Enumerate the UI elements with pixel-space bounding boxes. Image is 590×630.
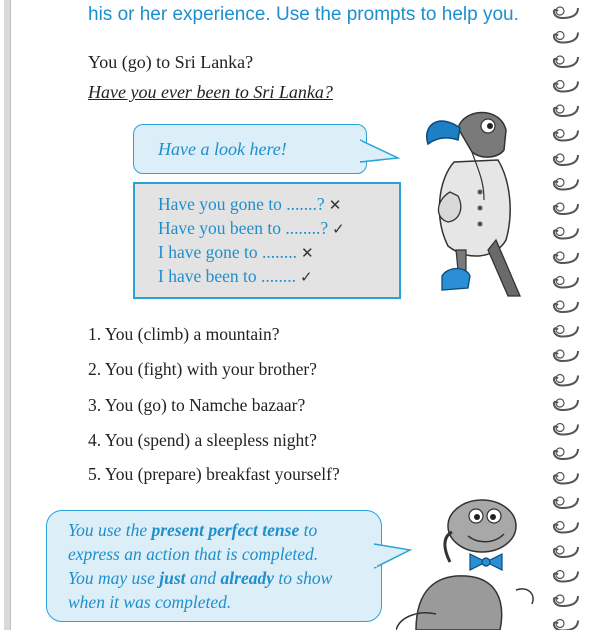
spiral-ring	[554, 546, 578, 557]
spiral-ring	[554, 32, 578, 43]
tip-bubble-text: Have a look here!	[158, 139, 287, 159]
exercise-item: 1. You (climb) a mountain?	[88, 324, 280, 344]
spiral-ring	[554, 154, 578, 165]
note-line: You may use just and already to show	[68, 568, 333, 588]
check-icon: ✓	[332, 220, 345, 238]
spiral-ring	[554, 375, 578, 386]
tip-bubble	[133, 124, 367, 174]
grammar-box	[133, 182, 401, 299]
parrot-illustration	[408, 100, 548, 310]
spiral-ring	[554, 595, 578, 606]
spiral-binding	[548, 0, 590, 630]
tip-bubble-tail	[360, 138, 400, 168]
exercise-item: 2. You (fight) with your brother?	[88, 359, 317, 379]
cross-icon: ✕	[328, 196, 342, 214]
spiral-ring	[554, 497, 578, 508]
grammar-note-bubble	[46, 510, 382, 622]
spiral-ring	[554, 448, 578, 459]
grammar-line: I have gone to ........ ✕	[158, 242, 314, 262]
instruction-text: his or her experience. Use the prompts to help you.	[88, 4, 519, 25]
grammar-line: I have been to ........ ✓	[158, 266, 313, 286]
spiral-ring	[554, 203, 578, 214]
spiral-ring	[554, 399, 578, 410]
spiral-ring	[554, 571, 578, 582]
spiral-ring	[554, 350, 578, 361]
spiral-ring	[554, 7, 578, 18]
example-answer: Have you ever been to Sri Lanka?	[88, 82, 333, 102]
keyword: present perfect tense	[151, 520, 300, 540]
exercise-item: 5. You (prepare) breakfast yourself?	[88, 464, 340, 484]
spiral-ring	[554, 522, 578, 533]
spiral-ring	[554, 228, 578, 239]
note-line: You use the present perfect tense to	[68, 520, 318, 540]
spiral-ring	[554, 326, 578, 337]
cross-icon: ✕	[301, 244, 314, 262]
example-question: You (go) to Sri Lanka?	[88, 52, 254, 72]
spiral-ring	[554, 179, 578, 190]
spiral-ring	[554, 301, 578, 312]
spiral-ring	[554, 252, 578, 263]
note-line: when it was completed.	[68, 592, 232, 612]
spiral-ring	[554, 105, 578, 116]
note-line: express an action that is completed.	[68, 544, 319, 564]
spiral-ring	[554, 277, 578, 288]
spiral-ring	[554, 473, 578, 484]
check-icon: ✓	[300, 268, 313, 286]
lizard-illustration	[396, 490, 556, 630]
spiral-ring	[554, 424, 578, 435]
grammar-line: Have you gone to .......? ✕	[158, 194, 342, 214]
exercise-item: 4. You (spend) a sleepless night?	[88, 430, 317, 450]
grammar-line: Have you been to ........? ✓	[158, 218, 345, 238]
keyword: just	[159, 568, 186, 588]
page-edge	[4, 0, 11, 630]
spiral-ring	[554, 56, 578, 67]
spiral-ring	[554, 620, 578, 630]
spiral-ring	[554, 130, 578, 141]
keyword: already	[220, 568, 274, 588]
exercise-item: 3. You (go) to Namche bazaar?	[88, 395, 306, 415]
spiral-ring	[554, 81, 578, 92]
